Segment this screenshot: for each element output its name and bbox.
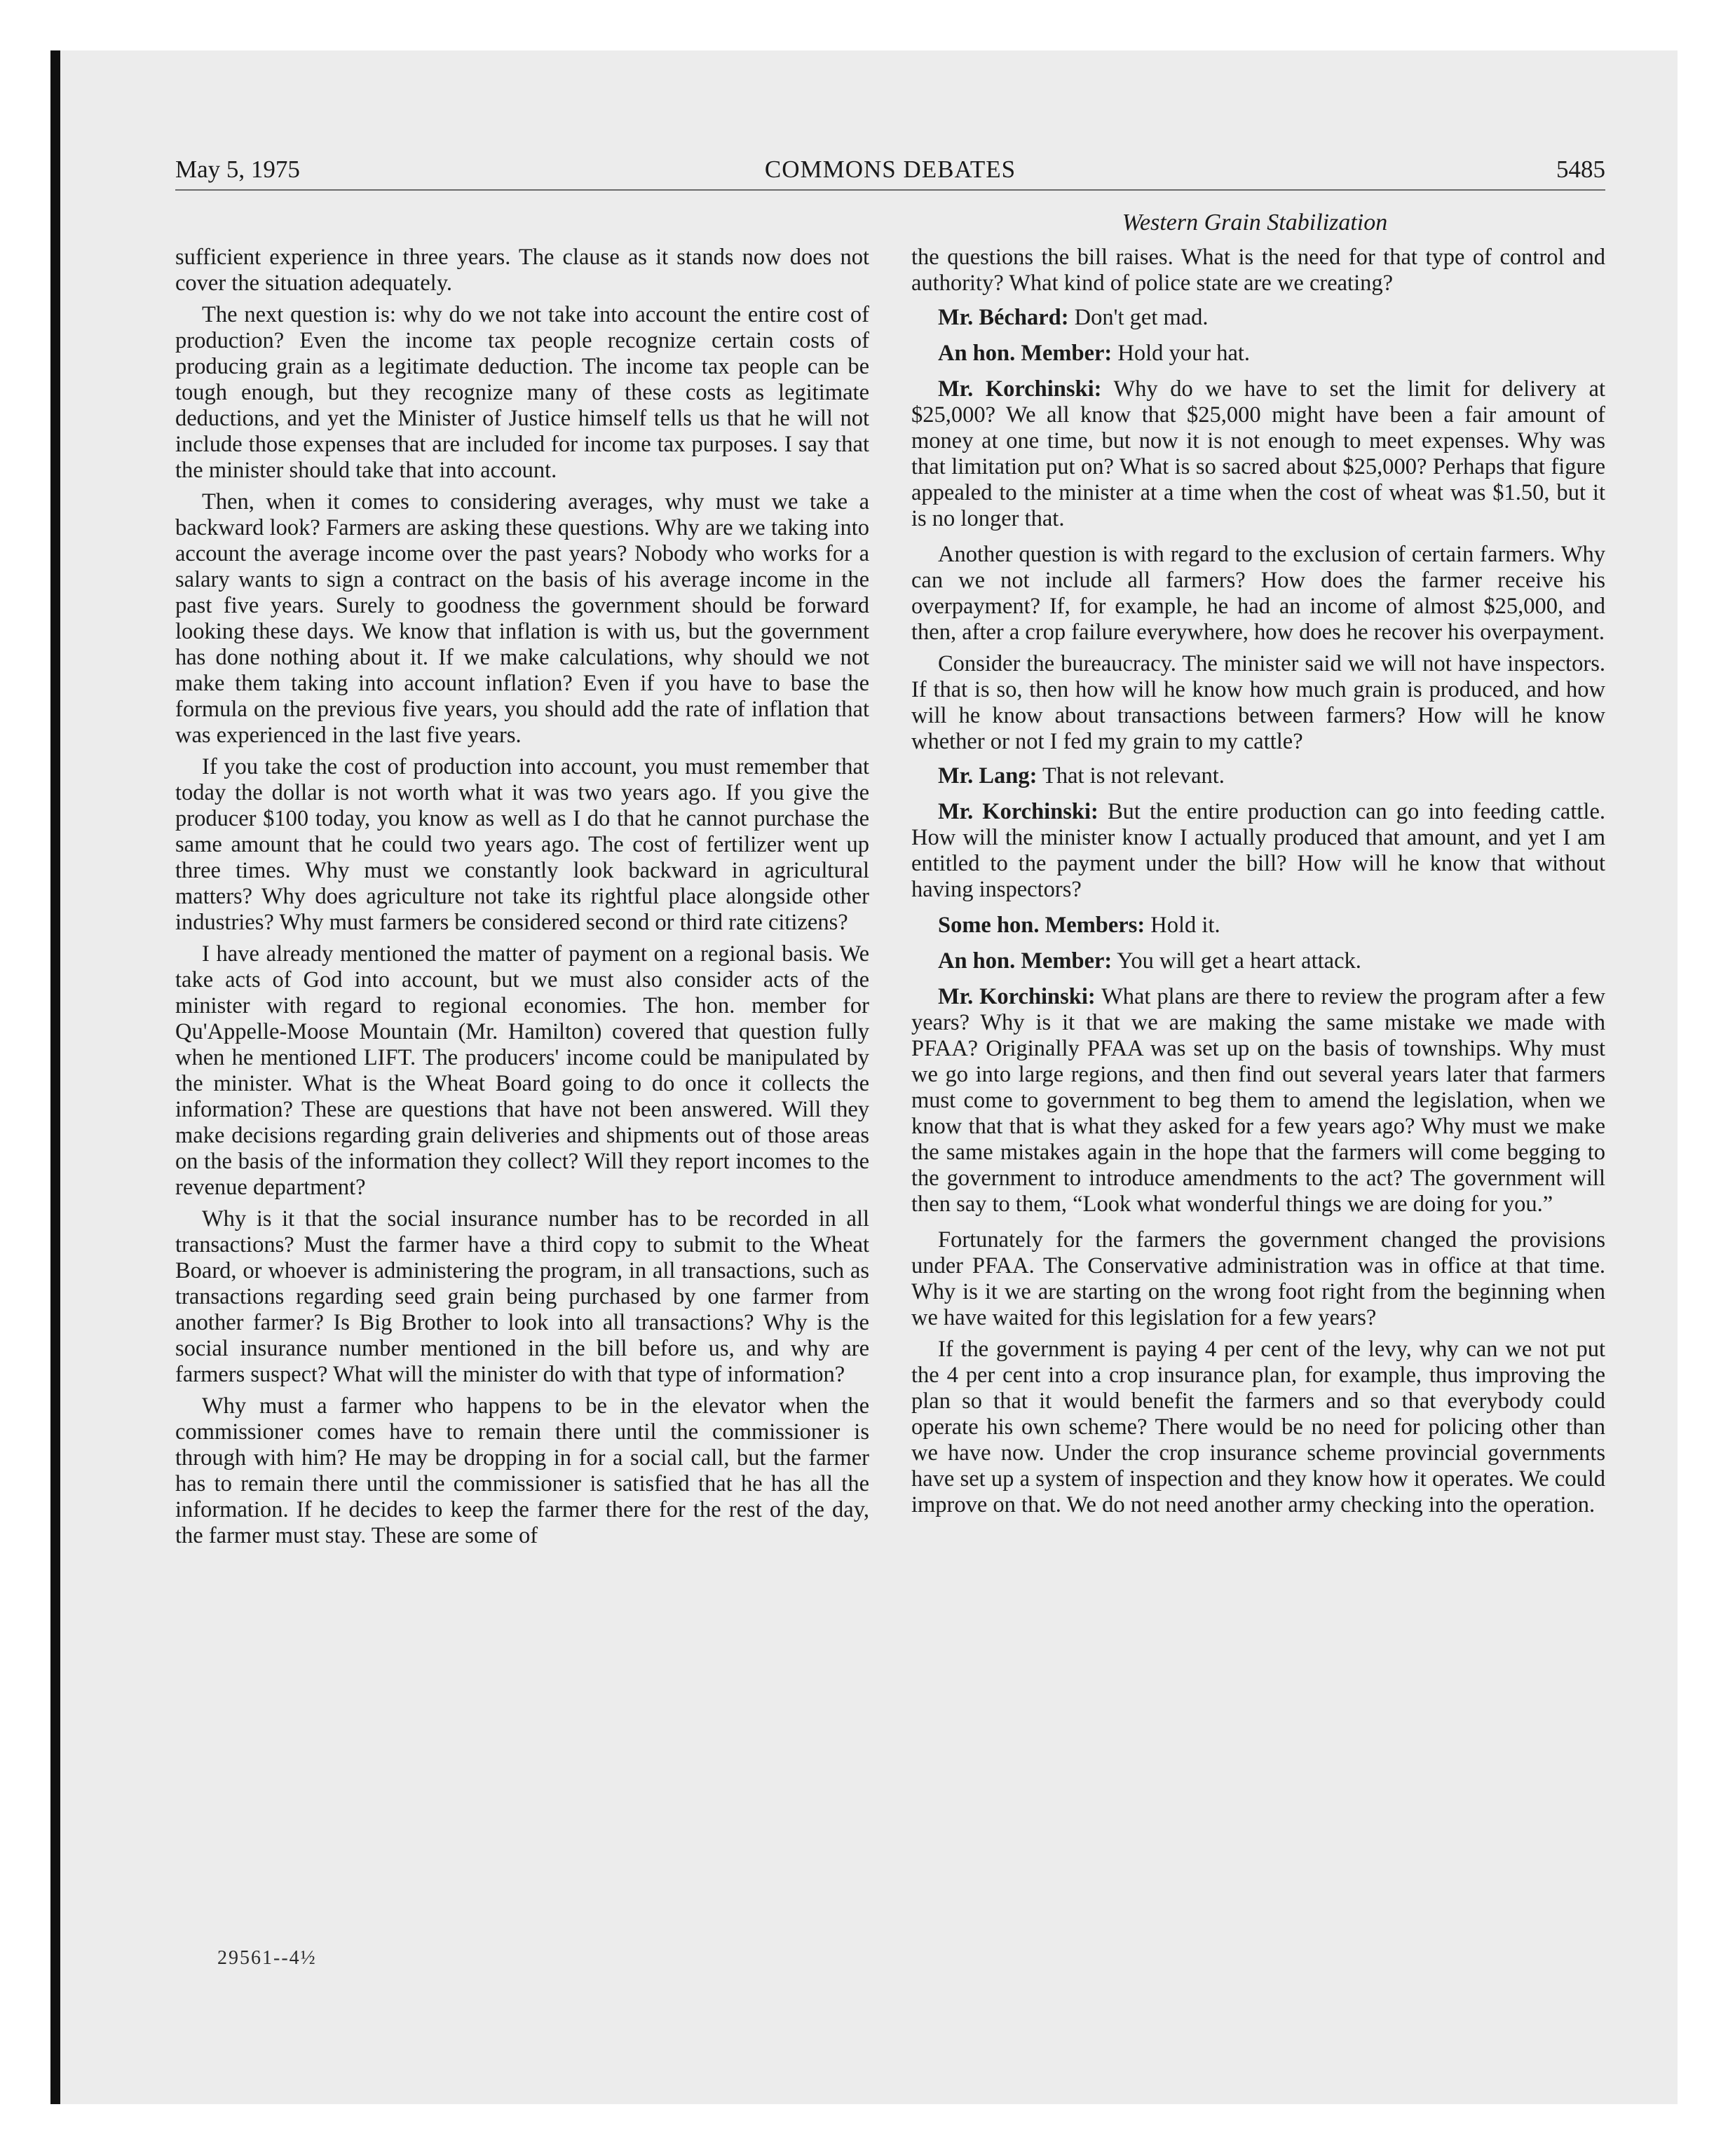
paragraph-text: the questions the bill raises. What is the need for that type of control and authority? What kind of police state are we creating?	[911, 245, 1605, 296]
speech-paragraph	[911, 984, 1605, 1217]
left-column	[175, 245, 869, 1555]
right-column	[911, 245, 1605, 1524]
paragraph-text: Consider the bureaucracy. The minister said we will not have inspectors. If that is so, then how will he know how much grain is produced, and how will he know about transactions between farmers? How will he know whether or not I fed my grain to my cattle?	[911, 651, 1605, 754]
speech-paragraph	[911, 948, 1605, 974]
speech-paragraph	[911, 799, 1605, 903]
paragraph: If you take the cost of production into account, you must remember that today the dollar is not worth what it was two years ago. If you give the producer $100 today, you know as well as I do that he cannot purchase the same amount that he could two years ago. The cost of fertilizer went up three times. Why must we constantly look backward in agricultural matters? Why does agriculture not take its rightful place alongside other industries? Why must farmers be considered second or third rate citizens?	[175, 754, 869, 935]
speech-paragraph	[911, 305, 1605, 331]
speaker-name: Mr. Béchard:	[938, 305, 1069, 330]
speech-text: You will get a heart attack.	[1117, 948, 1361, 974]
paragraph: I have already mentioned the matter of payment on a regional basis. We take acts of God into account, but we must also consider acts of the minister with regard to regional economies. The hon. member for Qu'Appelle-Moose Mountain (Mr. Hamilton) covered that question fully when he mentioned LIFT. The producers' income could be manipulated by the minister. What is the Wheat Board going to do once it collects the information? These are questions that have not been answered. Will they make decisions regarding grain deliveries and shipments out of those areas on the basis of the information they collect? Will they report incomes to the revenue department?	[175, 941, 869, 1200]
speech-text: Why do we have to set the limit for delivery at $25,000? We all know that $25,000 might have been a fair amount of money at one time, but now it is not enough to meet expenses. Why was that limitation put on? What is so sacred about $25,000? Perhaps that figure appealed to the minister at a time when the cost of wheat was $1.50, but it is no longer that.	[911, 376, 1605, 531]
print-code: 29561--4½	[217, 1947, 317, 1969]
paragraph-text: Fortunately for the farmers the government changed the provisions under PFAA. The Conservative administration was in office at that time. Why is it we are starting on the wrong foot right from the beginning when we have waited for this legislation for a few years?	[911, 1227, 1605, 1330]
paragraph	[911, 651, 1605, 755]
speaker-name: Mr. Korchinski:	[938, 984, 1096, 1009]
page-number: 5485	[1556, 156, 1605, 183]
page-header	[175, 154, 1605, 191]
speech-text: Don't get mad.	[1074, 305, 1209, 330]
paragraph-text: Another question is with regard to the exclusion of certain farmers. Why can we not include all farmers? How does the farmer receive his overpayment? If, for example, he had an income of almost $25,000, and then, after a crop failure everywhere, how does he recover his overpayment.	[911, 542, 1605, 645]
paragraph: sufficient experience in three years. The clause as it stands now does not cover the situation adequately.	[175, 245, 869, 296]
speech-paragraph	[911, 341, 1605, 367]
paragraph: The next question is: why do we not take into account the entire cost of production? Even the income tax people recognize certain costs of producing grain as a legitimate deduction. The income tax people can be tough enough, but they recognize many of these costs as legitimate deductions, and yet the Minister of Justice himself tells us that he will not include those expenses that are included for income tax purposes. I say that the minister should take that into account.	[175, 302, 869, 483]
speaker-name: Mr. Korchinski:	[938, 799, 1098, 824]
speaker-name: An hon. Member:	[938, 948, 1113, 974]
speaker-name: Some hon. Members:	[938, 913, 1145, 938]
header-title: COMMONS DEBATES	[764, 156, 1016, 183]
scan-border	[50, 50, 60, 2104]
speech-text: What plans are there to review the program after a few years? Why is it that we are making the same mistake we made with PFAA? Originally PFAA was set up on the basis of townships. Why must we go into large regions, and then find out several years later that farmers must come to government to beg them to amend the legislation, when we know that that is what they asked for a few years ago? Why must we make the same mistakes again in the hope that the farmers will come begging to the government to introduce amendments to the act? The government will then say to them, “Look what wonderful things we are doing for you.”	[911, 984, 1605, 1217]
paragraph	[911, 542, 1605, 646]
paragraph	[911, 1337, 1605, 1518]
speech-text: Hold it.	[1150, 913, 1220, 938]
header-date: May 5, 1975	[175, 156, 300, 183]
speech-text: That is not relevant.	[1042, 763, 1225, 789]
speech-paragraph	[911, 913, 1605, 939]
paragraph: Why must a farmer who happens to be in the elevator when the commissioner comes have to remain there until the commissioner is through with him? He may be dropping in for a social call, but the farmer has to remain there until the commissioner is satisfied that he has all the information. If he decides to keep the farmer there for the rest of the day, the farmer must stay. These are some of	[175, 1393, 869, 1548]
speaker-name: An hon. Member:	[938, 341, 1113, 366]
speech-paragraph	[911, 376, 1605, 532]
speech-text: Hold your hat.	[1117, 341, 1251, 366]
paragraph: Then, when it comes to considering averages, why must we take a backward look? Farmers are asking these questions. Why are we taking into account the average income over the past years? Nobody who works for a salary wants to sign a contract on the basis of his average income in the past five years. Surely to goodness the government should be forward looking these days. We know that inflation is with us, but the government has done nothing about it. If we make calculations, why should we not make them taking into account inflation? Even if you have to base the formula on the previous five years, you should add the rate of inflation that was experienced in the last five years.	[175, 489, 869, 748]
speech-paragraph	[911, 763, 1605, 789]
paragraph	[911, 1227, 1605, 1331]
speaker-name: Mr. Lang:	[938, 763, 1037, 789]
speech-text: But the entire production can go into feeding cattle. How will the minister know I actually produced that amount, and yet I am entitled to the payment under the bill? How will he know that without having inspectors?	[911, 799, 1606, 902]
paragraph-text: If the government is paying 4 per cent of the levy, why can we not put the 4 per cent into a crop insurance plan, for example, thus improving the plan so that it would benefit the farmers and so that everybody could operate his own scheme? There would be no need for policing other than we have now. Under the crop insurance scheme provincial governments have set up a system of inspection and they know how it operates. We could improve on that. We do not need another army checking into the operation.	[911, 1337, 1605, 1517]
section-running-head: Western Grain Stabilization	[1122, 210, 1388, 236]
paragraph: Why is it that the social insurance number has to be recorded in all transactions? Must the farmer have a third copy to submit to the Wheat Board, or whoever is administering the program, in all transactions, such as transactions regarding seed grain being purchased by one farmer from another farmer? Is Big Brother to look into all transactions? Why is the social insurance number mentioned in the bill before us, and why are farmers suspect? What will the minister do with that type of information?	[175, 1206, 869, 1387]
paragraph	[911, 245, 1605, 296]
speaker-name: Mr. Korchinski:	[938, 376, 1102, 402]
